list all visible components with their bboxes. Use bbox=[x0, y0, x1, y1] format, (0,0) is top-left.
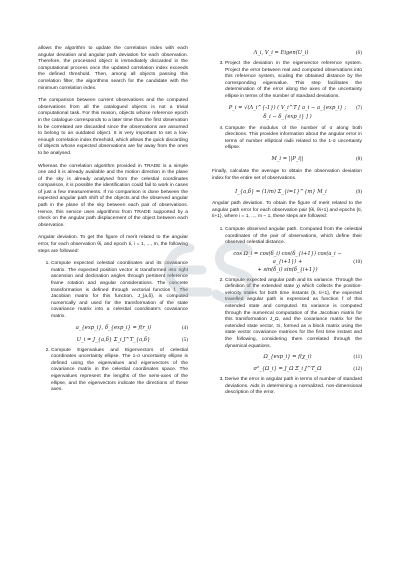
equation-number: (12) bbox=[353, 366, 362, 373]
list-item bbox=[225, 377, 362, 397]
equation-text: I_{a,δ} = (1/m) Σ_{i=1}^{m} M_i bbox=[235, 189, 327, 196]
list-item bbox=[51, 348, 188, 394]
list-item bbox=[225, 126, 362, 163]
equation-9 bbox=[212, 188, 362, 197]
list-item bbox=[225, 61, 362, 122]
list-item bbox=[225, 278, 362, 374]
equation-10 bbox=[225, 250, 362, 274]
equation-number: (6) bbox=[355, 50, 362, 56]
list-item bbox=[51, 261, 188, 343]
numbered-list bbox=[212, 61, 362, 163]
equation-text: P_i = √(Λ_i^{-1}) ( V_i^T [ a_i − a_{exp_i} ; δ_i − δ_{exp_i} ] ) bbox=[228, 104, 347, 120]
left-column bbox=[38, 46, 188, 400]
equation-7 bbox=[225, 104, 362, 122]
paragraph: Whereas the correlation algorithm provided in TRADE is a simple one and it is already available and the motion direction in the plane of the sky is already analysed from the celestial coordinates comparison, it is possible the identification could fail to work in cases of just a few measurements. If no comparison is done between the expected angular path shift of the objects and the observed angular path in the plane of the sky between each pair of observations. Hence, this service uses algorithms from TRADE supported by a check on the angular path displacement of the object between each observation. bbox=[38, 163, 188, 228]
equation-number: (9) bbox=[355, 189, 362, 196]
equation-text: Λ_i, V_i = Eigen(U_i) bbox=[253, 50, 309, 56]
equation-5 bbox=[51, 336, 188, 344]
numbered-list bbox=[212, 227, 362, 397]
list-item-text: Compute expected angular path and its variance. Through the definition of the extended state χi which collects the position-velocity states for both time instants {ti, ti+1}, the expected travelled angular path is expressed as function f of this extended state and computed. Its variance is computed through the numerical computation of the Jacobian matrix for this transformation J_Ω, and the covariance matrix for the extended state vector, Ξi, formed as a block matrix using the state vector covariance matrices for the first time instant and the following, considering them correlated through the dynamical equations. bbox=[225, 277, 362, 349]
list-item-text: Compute the modulus of the number of σ along both directions. This provides information about the angular error in terms of number elliptical radii related to the 1-σ uncertainty ellipse. bbox=[225, 125, 362, 151]
equation-8 bbox=[225, 155, 362, 163]
equation-text: Ω_{exp_i} = f(χ_i) bbox=[263, 354, 312, 361]
list-item-text: Compute expected celestial coordinates and its covariance matrix. The expected position vector is transformed into right ascension and declination angles through pertinent reference frame rotation and angular considerations. The concrete transformation is defined through vectorial function f. The Jacobian matrix for this function, J_{a,δ}, is computed numerically and used for the transformation of the state covariance matrix into a celestial coordinate's covariance matrix. bbox=[51, 261, 188, 319]
equation-number: (4) bbox=[181, 324, 188, 331]
equation-number: (10) bbox=[353, 258, 362, 265]
list-item-text: Project the deviation in the eigenvector reference system. Project the error between real and computed observations into this reference system, scaling the obtained distance by the corresponding eigenvalue. This step facilitates the determination of the error along the axes of the uncertainty ellipse in terms of the number of standard deviations. bbox=[225, 61, 362, 99]
equation-text: cos Ω_i = cos(δ_i) cos(δ_{i+1}) cos(a_i − a_{i+1}) + bbox=[233, 250, 342, 265]
equation-6 bbox=[212, 49, 362, 57]
equation-4 bbox=[51, 324, 188, 332]
equation-11 bbox=[225, 353, 362, 361]
equation-text: σ²_{Ω_i} = J_Ω Ξ_i J^T_Ω bbox=[253, 366, 322, 373]
equation-text: a_{exp_i}, δ_{exp_i} = f(r_i) bbox=[75, 324, 152, 331]
list-item bbox=[225, 227, 362, 274]
equation-number: (5) bbox=[181, 336, 188, 343]
equation-number: (8) bbox=[355, 155, 362, 162]
equation-text: U_i = J_{a,δ} Σ_i J^T_{a,δ} bbox=[76, 336, 151, 343]
list-item-text: Compute Eigenvalues and Eigenvectors of celestial coordinates uncertainty ellipse. The 1-σ uncertainty ellipse is defined using the eigenvalues and eigenvectors of the covariance matrix in the celestial coordinates space. The eigenvalues represent the lengths of the semi-axes of the ellipse, and the eigenvectors indicate the directions of these axes. bbox=[51, 347, 188, 393]
right-column bbox=[212, 46, 362, 403]
paragraph: allows the algorithm to update the correlation index with each angular deviation and angular path deviation for each observation. Therefore, the processed object is immediately discarded in the computational process once the updated correlation index exceeds the defined threshold. Then, among all objects passing this correlation filter, the algorithms search for the candidate with the minimum correlation index. bbox=[38, 46, 188, 91]
list-item-text: Derive the error in angular path in terms of number of standard deviations. Aids in determining a normalized, non-dimensional description of the error. bbox=[225, 377, 362, 396]
paragraph: The comparison between current observations and the computed observations from all the catalogued objects is not a trivial computational task. For this reason, objects whose reference epoch in the catalogue corresponds to a later time than the first observation to be correlated are discarded since the observations are assumed to belong to an outdated object. It is very important to set a low-enough correlation index threshold, which allows the quick discarding of objects whose expected observations are far away from the ones to be analysed. bbox=[38, 98, 188, 156]
paragraph: Finally, calculate the average to obtain the observation deviation index for the entire set of observations. bbox=[212, 168, 362, 181]
equation-number: (11) bbox=[353, 354, 362, 361]
equation-text: + sin(δ_i) sin(δ_{i+1}) bbox=[257, 266, 318, 273]
numbered-list bbox=[38, 261, 188, 394]
list-item-text: Compute observed angular path. Computed from the celestial coordinates of the pair of observations, which define their observed celestial distance. bbox=[225, 226, 362, 246]
equation-12 bbox=[225, 365, 362, 373]
equation-number: (7) bbox=[355, 104, 362, 111]
paragraph: Angular deviation. To get the figure of merit related to the angular error, for each observation θi, and epoch ti, i = 1, ..., m, the following steps are followed: bbox=[38, 235, 188, 254]
paragraph: Angular path deviation. To obtain the figure of merit related to the angular path error for each observation pair {θi, θi+1} and epochs {ti, ti+1}, where i = 1, ..., m − 1, these steps are followed: bbox=[212, 201, 362, 220]
equation-text: M_i = ||P_i|| bbox=[271, 155, 304, 162]
